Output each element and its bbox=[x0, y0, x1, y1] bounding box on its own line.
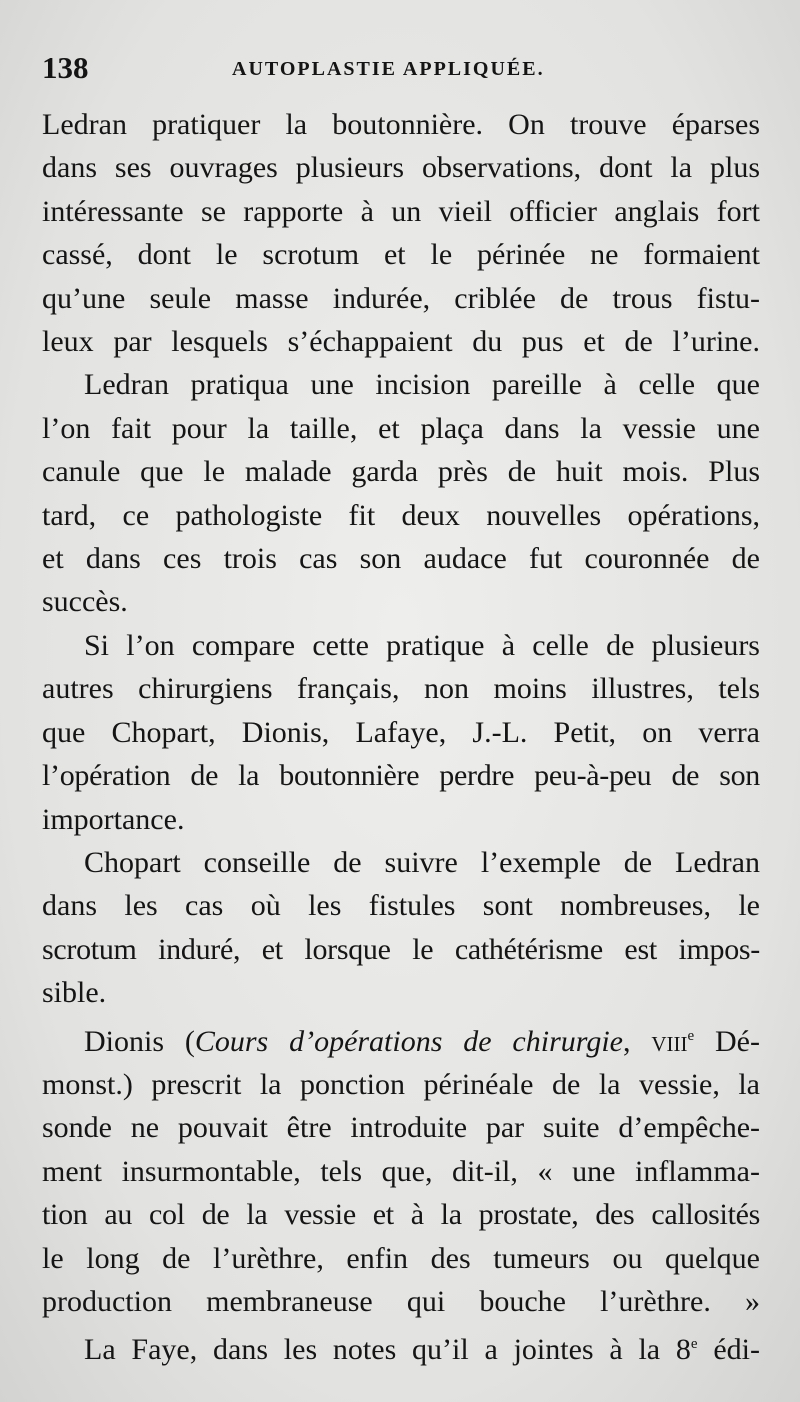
text-line: sible. bbox=[42, 976, 107, 1010]
text-line: intéressante se rapporte à un vieil officier anglais fort bbox=[42, 194, 760, 228]
text-line: monst.) prescrit la ponction périnéale de la vessie, la bbox=[42, 1067, 760, 1101]
last-line-text: La Faye, dans les notes qu’il a jointes à la 8 bbox=[84, 1333, 691, 1367]
text-line: qu’une seule masse indurée, criblée de trous fistu- bbox=[42, 281, 760, 315]
text-line: succès. bbox=[42, 585, 128, 619]
text-line: production membraneuse qui bouche l’urèthre. » bbox=[42, 1284, 760, 1318]
dionis-start: Dionis ( bbox=[84, 1024, 195, 1058]
text-line: autres chirurgiens français, non moins illustres, tels bbox=[42, 672, 760, 706]
text-line: cassé, dont le scrotum et le périnée ne formaient bbox=[42, 238, 760, 272]
text-line: Si l’on compare cette pratique à celle de plusieurs bbox=[84, 628, 760, 662]
page-header bbox=[42, 50, 760, 90]
text-line: leux par lesquels s’échappaient du pus et de l’urine. bbox=[42, 325, 760, 359]
text-line: le long de l’urèthre, enfin des tumeurs ou quelque bbox=[42, 1241, 760, 1275]
text-line: ment insurmontable, tels que, dit-il, « une inflamma- bbox=[42, 1154, 760, 1188]
text-line: l’opération de la boutonnière perdre peu-à-peu de son bbox=[42, 759, 760, 793]
body-text bbox=[42, 103, 760, 1372]
text-line: dans ses ouvrages plusieurs observations, dont la plus bbox=[42, 151, 760, 185]
citation-title: Cours d’opérations de chirurgie bbox=[194, 1024, 623, 1058]
text-line: tard, ce pathologiste fit deux nouvelles opérations, bbox=[42, 498, 760, 532]
last-text-line bbox=[42, 1323, 760, 1371]
text-line: tion au col de la vessie et à la prostate, des callosités bbox=[42, 1198, 760, 1232]
dionis-end: Dé- bbox=[694, 1024, 760, 1058]
roman-numeral: viii bbox=[651, 1024, 688, 1058]
superscript: e bbox=[690, 1336, 698, 1353]
dionis-citation-line bbox=[42, 1015, 760, 1063]
text-line: scrotum induré, et lorsque le cathétérisme est impos- bbox=[42, 932, 760, 966]
text-line: importance. bbox=[42, 802, 185, 836]
text-line: Ledran pratiqua une incision pareille à celle que bbox=[84, 368, 760, 402]
text-line: que Chopart, Dionis, Lafaye, J.-L. Petit, on verra bbox=[42, 715, 760, 749]
text-line: dans les cas où les fistules sont nombreuses, le bbox=[42, 889, 760, 923]
text-line: sonde ne pouvait être introduite par suite d’empêche- bbox=[42, 1111, 760, 1145]
text-line: l’on fait pour la taille, et plaça dans la vessie une bbox=[42, 411, 760, 445]
last-line-end: édi- bbox=[697, 1333, 760, 1367]
text-line: et dans ces trois cas son audace fut couronnée de bbox=[42, 542, 760, 576]
page-number: 138 bbox=[42, 50, 89, 85]
citation-comma: , bbox=[622, 1024, 652, 1058]
superscript: e bbox=[687, 1027, 695, 1044]
text-line: Chopart conseille de suivre l’exemple de Ledran bbox=[84, 845, 760, 879]
text-line: Ledran pratiquer la boutonnière. On trouve éparses bbox=[42, 108, 760, 141]
text-line: canule que le malade garda près de huit mois. Plus bbox=[42, 455, 760, 489]
running-title: AUTOPLASTIE APPLIQUÉE. bbox=[232, 58, 545, 80]
